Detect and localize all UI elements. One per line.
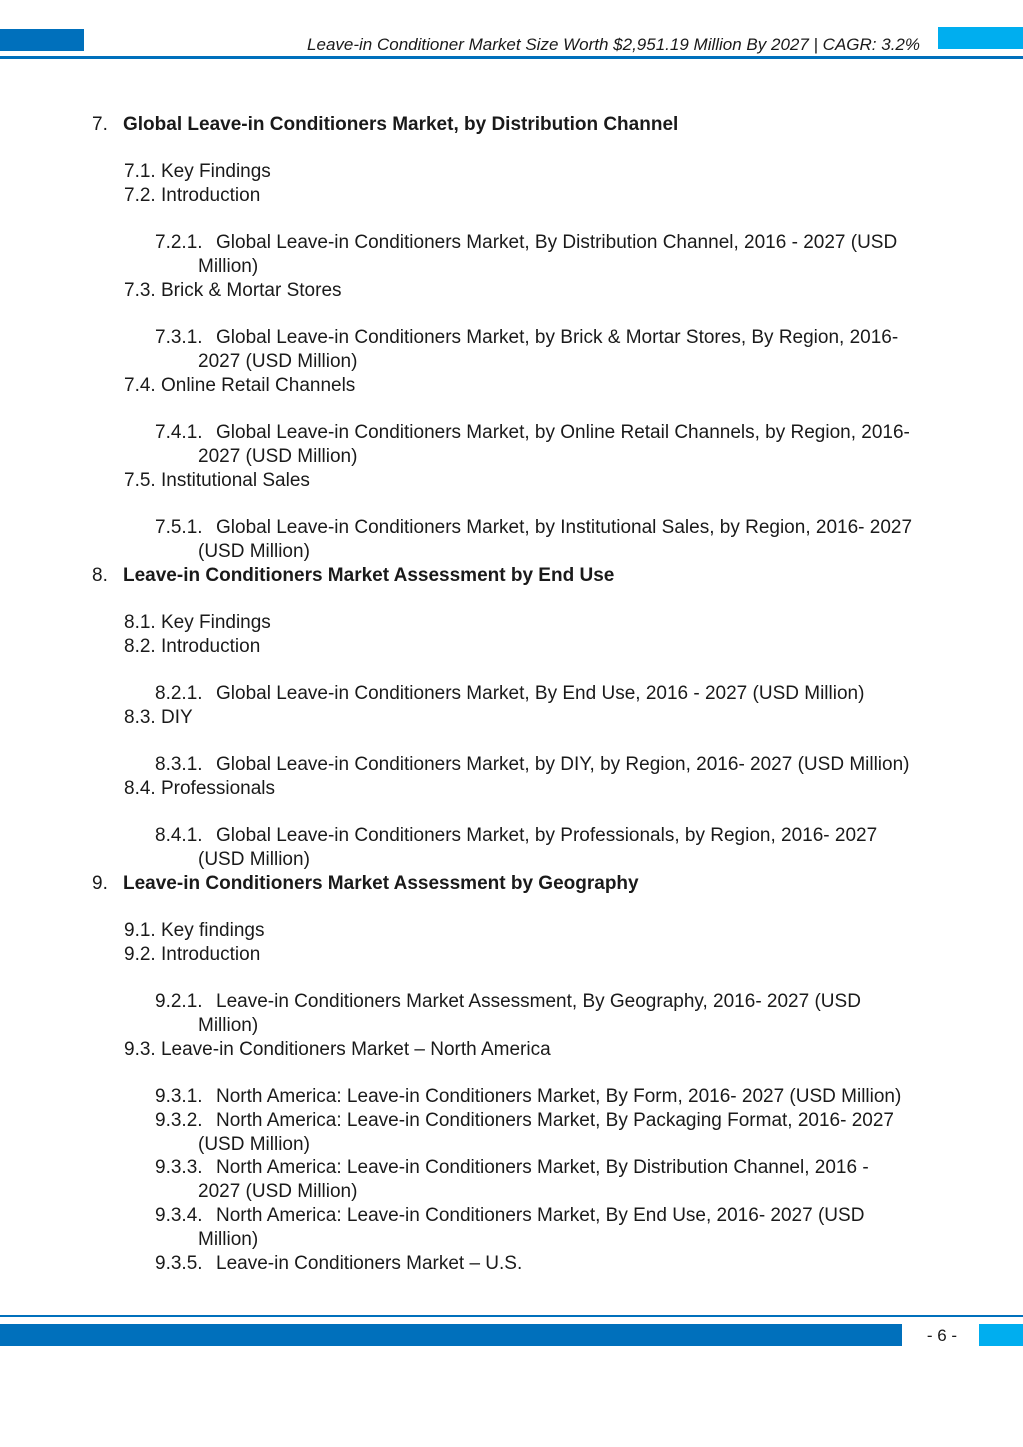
toc-item-continuation: Million) [198,1229,259,1250]
header-rule [0,56,1023,59]
toc-section-heading [92,564,614,588]
toc-text: North America: Leave-in Conditioners Market, By Packaging Format, 2016- 2027 [216,1110,894,1131]
toc-number: 7.4.1. [155,422,203,443]
toc-subsection: 9.1. Key findings [124,920,265,941]
toc-section-heading [92,113,678,137]
header-accent-right [938,27,1023,49]
toc-number: 8.2.1. [155,683,203,704]
toc-subsection: 7.1. Key Findings [124,161,271,182]
toc-text: Global Leave-in Conditioners Market, by DIY, by Region, 2016- 2027 (USD Million) [216,754,910,775]
toc-subsection: 7.3. Brick & Mortar Stores [124,280,342,301]
toc-text: Global Leave-in Conditioners Market, By End Use, 2016 - 2027 (USD Million) [216,683,865,704]
toc-item-continuation: (USD Million) [198,541,310,562]
footer-accent-left [0,1324,902,1346]
toc-item [155,1252,522,1276]
toc-subsection: 7.2. Introduction [124,185,261,206]
toc-text: Leave-in Conditioners Market Assessment by End Use [123,565,615,586]
toc-text: Global Leave-in Conditioners Market, by Professionals, by Region, 2016- 2027 [216,825,878,846]
toc-text: North America: Leave-in Conditioners Market, By Form, 2016- 2027 (USD Million) [216,1086,902,1107]
toc-text: North America: Leave-in Conditioners Market, By End Use, 2016- 2027 (USD [216,1205,865,1226]
toc-text: Global Leave-in Conditioners Market, by Online Retail Channels, by Region, 2016- [216,422,910,443]
toc-number: 9.3.5. [155,1253,203,1274]
toc-item [155,682,864,706]
footer-accent-right [979,1324,1023,1346]
toc-number: 7.2.1. [155,232,203,253]
toc-item [155,990,861,1014]
toc-item [155,231,897,255]
toc-item-continuation: Million) [198,1015,259,1036]
toc-item [155,326,898,350]
toc-text: Global Leave-in Conditioners Market, by Brick & Mortar Stores, By Region, 2016- [216,327,899,348]
page-number: - 6 - [926,1326,958,1345]
toc-item [155,1109,894,1133]
toc-text: Leave-in Conditioners Market – U.S. [216,1253,523,1274]
toc-number: 8.4.1. [155,825,203,846]
toc-text: Global Leave-in Conditioners Market, by Institutional Sales, by Region, 2016- 2027 [216,517,913,538]
toc-number: 9.3.1. [155,1086,203,1107]
footer-rule [0,1315,1023,1317]
toc-item [155,1085,901,1109]
toc-number: 9.3.3. [155,1157,203,1178]
toc-item-continuation: (USD Million) [198,1134,310,1155]
toc-text: North America: Leave-in Conditioners Market, By Distribution Channel, 2016 - [216,1157,869,1178]
toc-number: 8.3.1. [155,754,203,775]
toc-item [155,753,910,777]
toc-item-continuation: Million) [198,256,259,277]
toc-subsection: 9.2. Introduction [124,944,261,965]
toc-subsection: 7.4. Online Retail Channels [124,375,356,396]
toc-subsection: 8.2. Introduction [124,636,261,657]
toc-text: Leave-in Conditioners Market Assessment by Geography [123,873,639,894]
toc-text: Global Leave-in Conditioners Market, by Distribution Channel [123,114,679,135]
toc-item [155,516,912,540]
toc-item-continuation: (USD Million) [198,849,310,870]
toc-section-heading [92,872,639,896]
toc-number: 7.3.1. [155,327,203,348]
toc-number: 9.3.2. [155,1110,203,1131]
toc-item [155,1156,869,1180]
toc-item [155,421,910,445]
toc-item [155,1204,864,1228]
toc-subsection: 7.5. Institutional Sales [124,470,310,491]
toc-item [155,824,877,848]
toc-text: Leave-in Conditioners Market Assessment, By Geography, 2016- 2027 (USD [216,991,861,1012]
toc-number: 8. [92,565,108,586]
toc-item-continuation: 2027 (USD Million) [198,446,358,467]
header-accent-left [0,29,84,51]
toc-number: 7.5.1. [155,517,203,538]
toc-number: 7. [92,114,108,135]
header-title: Leave-in Conditioner Market Size Worth $2,951.19 Million By 2027 | CAGR: 3.2% [307,35,920,54]
toc-subsection: 8.3. DIY [124,707,193,728]
toc-subsection: 8.1. Key Findings [124,612,271,633]
toc-number: 9. [92,873,108,894]
toc-number: 9.3.4. [155,1205,203,1226]
toc-item-continuation: 2027 (USD Million) [198,1181,358,1202]
toc-number: 9.2.1. [155,991,203,1012]
toc-item-continuation: 2027 (USD Million) [198,351,358,372]
toc-text: Global Leave-in Conditioners Market, By Distribution Channel, 2016 - 2027 (USD [216,232,898,253]
toc-subsection: 8.4. Professionals [124,778,276,799]
toc-subsection: 9.3. Leave-in Conditioners Market – North America [124,1039,551,1060]
